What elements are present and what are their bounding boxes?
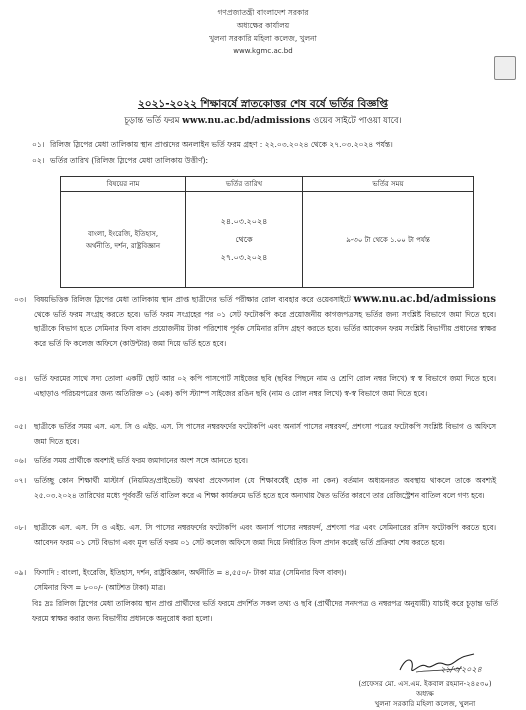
subjects-line: অর্থনীতি, দর্শন, রাষ্ট্রবিজ্ঞান [85,241,161,250]
govt-line: গণপ্রজাতন্ত্রী বাংলাদেশ সরকার [217,8,309,17]
para-form-collection [14,293,496,351]
para-dual-admission [14,474,496,503]
subtitle-prefix: চূড়ান্ত ভর্তি ফরম [124,116,180,126]
signatory-name: (প্রফেসর মো. এস.এম. ইকবাল রহমান-২৪৫৩০) [358,680,492,688]
notice-title: ২০২১-২০২২ শিক্ষাবর্ষে স্নাতকোত্তর শেষ বর্ষে ভর্তির বিজ্ঞপ্তি [137,98,389,110]
date-to: ২৭.০৩.২০২৪ [220,252,268,262]
para-number: ০৫। [14,422,27,431]
admission-url: www.nu.ac.bd/admissions [182,116,311,126]
para-number: ০৯। [14,568,27,577]
office-line: অধ্যক্ষের কার্যালয় [236,21,290,30]
note: বিঃ দ্রঃ রিলিজ স্লিপের মেধা তালিকায় স্থান প্রাপ্ত প্রার্থীদের ভর্তি ফরমে প্রদর্শিত সকল তথ্য ও ছবি (প্রার্থীদের সনদপত্র ও নম্বরপত্র অনুযায়ী) যাচাই করে চূড়ান্ত ভর্তি ফরমে স্বাক্ষর করার জন্য বিভাগীয় প্রধানকে অনুরোধ করা হলো। [32,599,498,623]
item-admission-date [32,153,502,169]
para-number: ০৪। [14,374,27,383]
college-website: www.kgmc.ac.bd [233,47,293,55]
para-text: ভর্তির সময় প্রার্থীকে অবশ্যই ভর্তি ফরম জমাদানের অংশ সঙ্গে আনতে হবে। [34,456,248,465]
para-text: ভর্তি ফরমের সাথে সদ্য তোলা একটি ছোট আর ০২ কপি পাসপোর্ট সাইজের ছবি (ছবির পিছনে নাম ও শ্রেণি রোল নম্বর লিখে) স্ব স্ব বিভাগে জমা দিতে হবে। এছাড়াও পরিচয়পত্রের জন্য অতিরিক্ত ০১ (এক) কপি স্ট্যাম্প সাইজের রঙিন ছবি (নাম ও রোল নম্বর লিখে) স্ব-স্ব বিভাগে জমা দিতে হবে। [34,374,496,398]
date-from: ২৪.০৩.২০২৪ [220,216,268,226]
subjects-cell [61,192,186,288]
item-online-form [32,137,502,153]
table-row [61,192,474,288]
header-date: ভর্তির তারিখ [186,177,303,192]
para-fees [14,566,496,595]
subtitle-suffix: ওয়েব সাইটে পাওয়া যাবে। [313,116,402,126]
item-number: ০১। [32,140,45,149]
signature-date: ২১/৩/২০২৪ [440,665,482,674]
college-logo-icon [494,56,516,80]
item-text: ভর্তির তারিখ (রিলিজ স্লিপের মেধা তালিকায় উত্তীর্ণ): [50,156,209,165]
para-submission [14,521,496,550]
fee-line: ফিসাদি : বাংলা, ইংরেজি, ইতিহাস, দর্শন, রাষ্ট্রবিজ্ঞান, অর্থনীতি = ৪,৫৫০/- টাকা মাত্র (সেমিনার ফিস বাবদ)। [34,568,347,577]
para-number: ০৬। [14,456,27,465]
time-cell: ৯-৩০ টা থেকে ১.০০ টা পর্যন্ত [303,192,474,288]
signature-block [330,679,520,709]
notice-subtitle [0,114,526,128]
signatory-title: অধ্যক্ষ [416,690,434,698]
table-header-row [61,177,474,192]
signatory-org: খুলনা সরকারি মহিলা কলেজ, খুলনা [374,700,476,708]
item-text: রিলিজ স্লিপের মেধা তালিকায় স্থান প্রাপ্তদের অনলাইন ভর্তি ফরম গ্রহণ : ২২.০৩.২০২৪ থেকে ২৭.০৩.২০২৪ পর্যন্ত। [50,140,393,149]
para-text: থেকে ভর্তি ফরম সংগ্রহ করতে হবে। ভর্তি ফরম সংগ্রহের পর ০১ সেট ফটোকপি করে প্রয়োজনীয় কাগজপত্রসহ ভর্তির জন্য সংশ্লিষ্ট বিভাগে জমা দিতে হবে। ছাত্রীকে বিভাগ হতে সেমিনার ফিস বাবদ প্রয়োজনীয় টাকা পরিশোধ পূর্বক সেমিনার রসিদ গ্রহণ করতে হবে। ভর্তির আবেদন ফরম সংশ্লিষ্ট বিভাগীয় প্রধানের স্বাক্ষর করে ভর্তি ফি কলেজ অফিসে (কাউন্টার) জমা দিয়ে ভর্তি হতে হবে। [34,309,496,348]
date-cell [186,192,303,288]
subjects-line: বাংলা, ইংরেজি, ইতিহাস, [87,229,159,238]
date-mid: থেকে [235,234,253,244]
para-text: ছাত্রীকে ভর্তির সময় এস. এস. সি ও এইচ. এস. সি পাসের নম্বরফর্দের ফটোকপি এবং অনার্স পাসের নম্বরফর্দ, প্রশংসা পত্রের ফটোকপি সংশ্লিষ্ট বিভাগ ও অফিসে জমা দিতে হবে। [34,422,496,446]
header-time: ভর্তির সময় [303,177,474,192]
para-text: ভর্তিচ্ছু কোন শিক্ষার্থী মাস্টার্স (নিয়মিত/প্রাইভেট) অথবা প্রফেসনাল (যে শিক্ষাবর্ষেই হোক না কেন) বর্তমান অধ্যয়নরত অবস্থায় থাকলে তাকে অবশ্যই ২৫.০৩.২০২৪ তারিখের মধ্যে পূর্ববর্তী ভর্তি বাতিল করে এ শিক্ষা কার্যক্রমে ভর্তি হতে হবে অন্যথায় দ্বৈত ভর্তির কারণে তার রেজিস্ট্রেশন বাতিল বলে গণ্য হবে। [34,476,496,500]
para-number: ০৩। [14,295,27,304]
para-text: ছাত্রীকে এস. এস. সি ও এইচ. এস. সি পাসের নম্বরফর্দের ফটোকপি এবং অনার্স পাসের নম্বরফর্দ, প্রশংসা পত্র এবং সেমিনারের রসিদ ফটোকপি করতে হবে। আবেদন ফরম ০১ সেট বিভাগ এবং মূল ভর্তি ফরম ০১ সেট কলেজ অফিসে জমা দিয়ে নির্ধারিত ফিস প্রদান করেই ভর্তি প্রক্রিয়া শেষ করতে হবে। [34,523,496,547]
item-number: ০২। [32,156,45,165]
para-number: ০৮। [14,523,27,532]
para-photos [14,372,496,401]
admission-schedule-table [60,176,474,288]
letterhead [0,6,526,58]
para-bring-form [14,454,496,469]
college-line: খুলনা সরকারি মহিলা কলেজ, খুলনা [209,34,317,43]
para-text: বিষয়ভিত্তিক রিলিজ স্লিপের মেধা তালিকায় স্থান প্রাপ্ত ছাত্রীদের ভর্তি পরীক্ষার রোল ব্যবহার করে ওয়েবসাইটে [34,295,351,304]
admission-url: www.nu.ac.bd/admissions [353,294,496,305]
header-subject: বিষয়ের নাম [61,177,186,192]
seminar-fee-line: সেমিনার ফিস = ৮০০/- (আটশত টাকা) মাত্র। [34,582,166,592]
para-certificates [14,420,496,449]
para-number: ০৭। [14,476,27,485]
